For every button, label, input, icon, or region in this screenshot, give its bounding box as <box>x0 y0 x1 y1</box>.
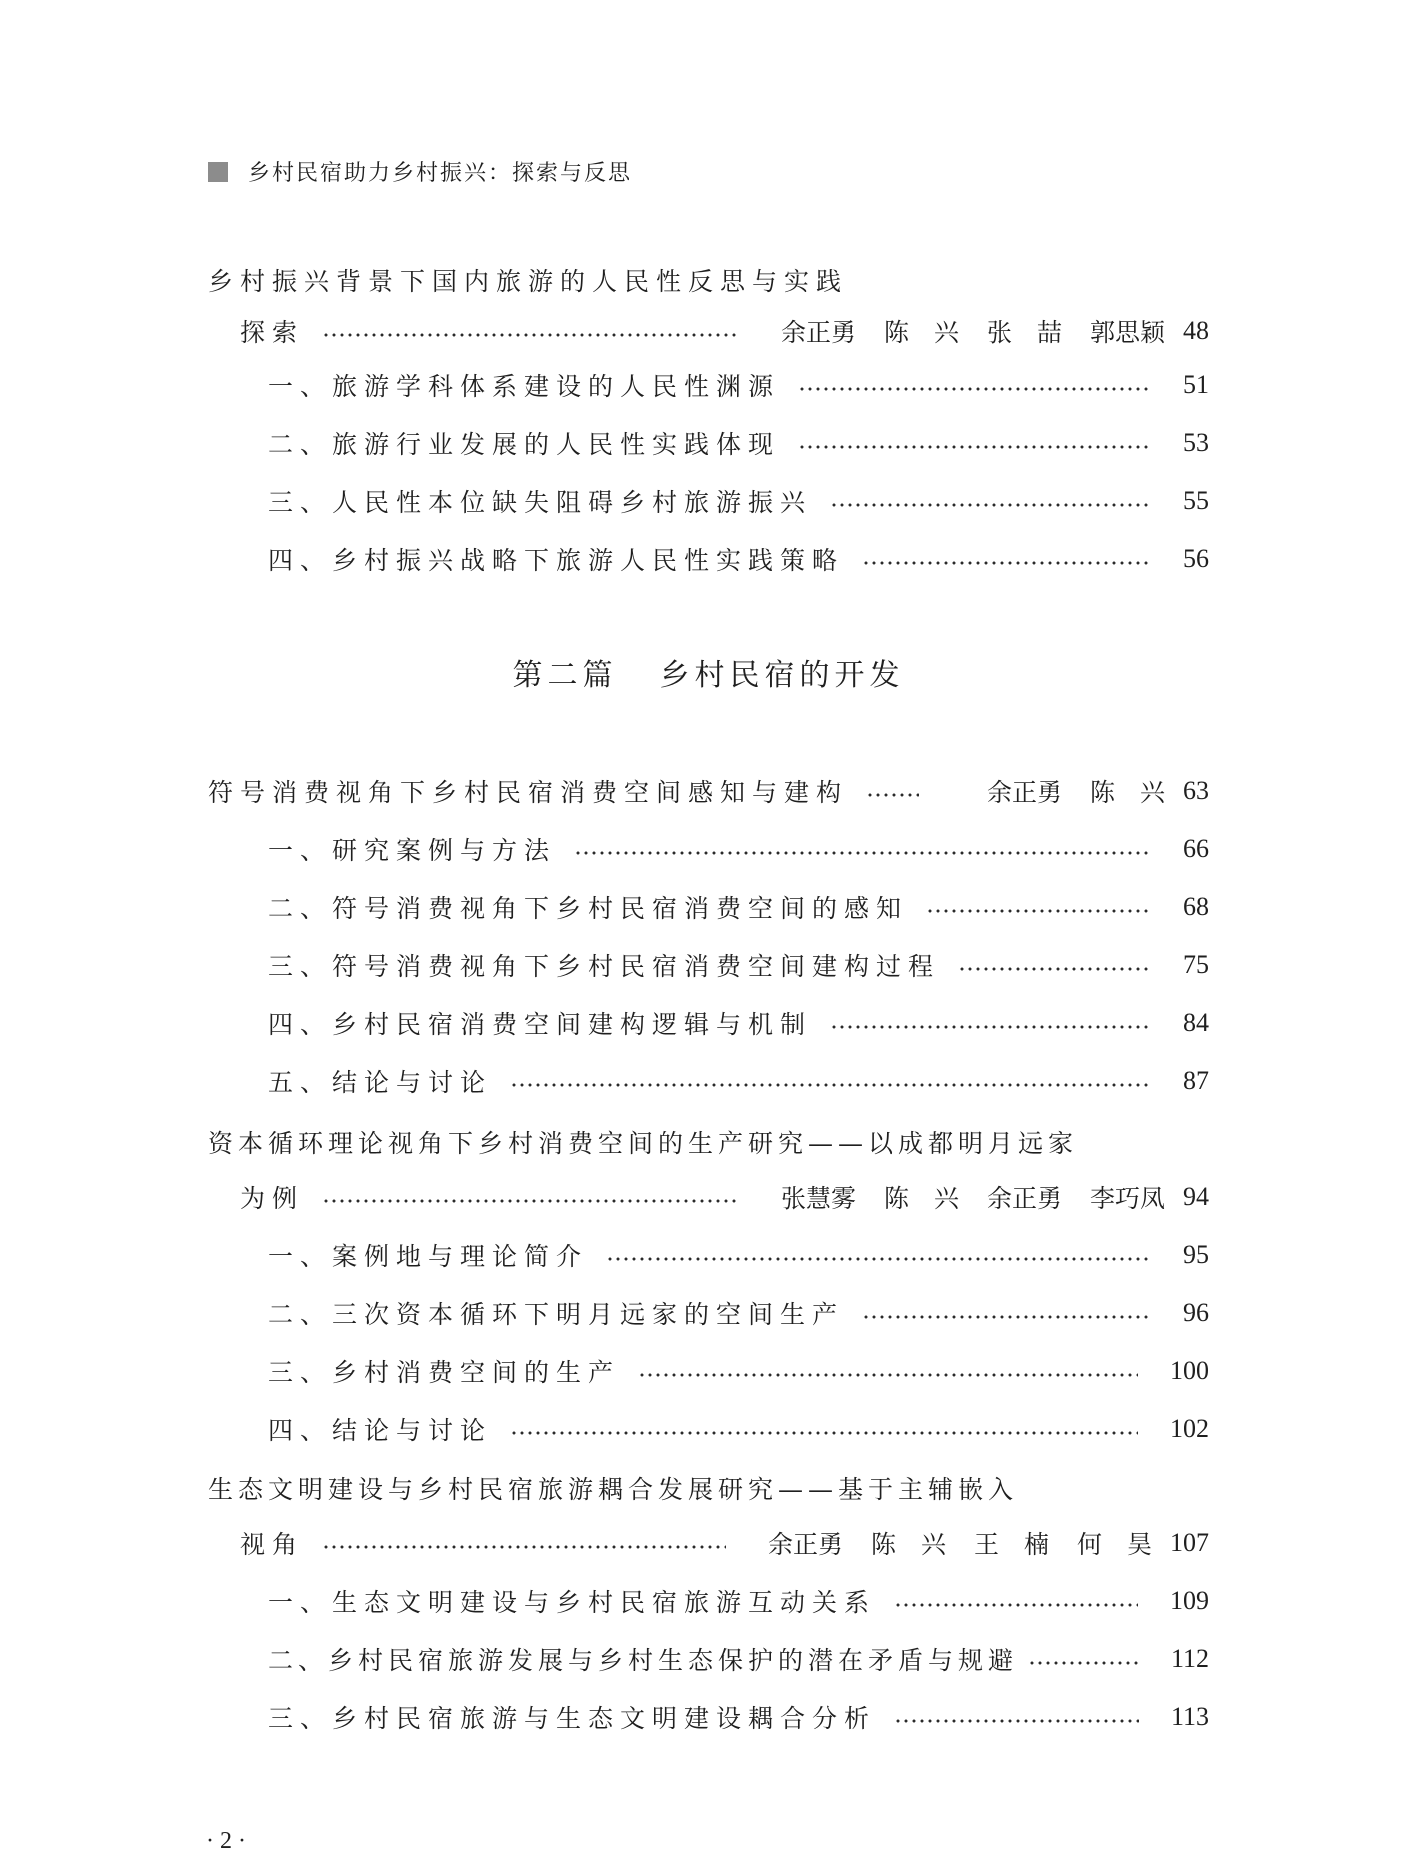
toc-subentry[interactable] <box>268 830 1209 868</box>
author: 余正勇 <box>780 318 856 347</box>
toc-subentry[interactable] <box>268 540 1209 578</box>
section-title: 二、旅游行业发展的人民性实践体现 <box>268 430 781 459</box>
leader-dots <box>798 387 1151 391</box>
section-title: 四、乡村民宿消费空间建构逻辑与机制 <box>268 1010 813 1039</box>
toc-entry[interactable] <box>240 1524 1209 1562</box>
section-title: 二、乡村民宿旅游发展与乡村生态保护的潜在矛盾与规避 <box>268 1646 1019 1675</box>
page-number: 96 <box>1183 1298 1209 1327</box>
toc-subentry[interactable] <box>268 1062 1209 1100</box>
page-number: 68 <box>1183 892 1209 921</box>
section-title: 三、乡村民宿旅游与生态文明建设耦合分析 <box>268 1704 877 1733</box>
author: 张慧雾 <box>780 1184 856 1213</box>
part-name: 乡村民宿的开发 <box>659 658 905 693</box>
leader-dots <box>862 1315 1151 1319</box>
leader-dots <box>510 1431 1138 1435</box>
leader-dots <box>830 503 1151 507</box>
toc-subentry[interactable] <box>268 366 1209 404</box>
toc-subentry[interactable] <box>268 1294 1209 1332</box>
section-title: 四、乡村振兴战略下旅游人民性实践策略 <box>268 546 845 575</box>
toc-subentry[interactable] <box>268 1352 1209 1390</box>
toc-entry[interactable] <box>240 312 1209 350</box>
section-title: 四、结论与讨论 <box>268 1416 493 1445</box>
leader-dots <box>926 909 1151 913</box>
page-folio: · 2 · <box>206 1828 246 1854</box>
author: 张 喆 <box>986 318 1062 347</box>
toc-subentry[interactable] <box>268 1410 1209 1448</box>
leader-dots <box>958 967 1151 971</box>
leader-dots <box>322 1199 739 1203</box>
section-title: 一、案例地与理论简介 <box>268 1242 589 1271</box>
page-number: 95 <box>1183 1240 1209 1269</box>
header-square-icon <box>208 162 228 182</box>
toc-subentry[interactable] <box>268 482 1209 520</box>
section-title: 二、三次资本循环下明月远家的空间生产 <box>268 1300 845 1329</box>
section-title: 三、符号消费视角下乡村民宿消费空间建构过程 <box>268 952 941 981</box>
leader-dots <box>574 851 1151 855</box>
leader-dots <box>1028 1661 1139 1665</box>
leader-dots <box>638 1373 1138 1377</box>
page-number: 102 <box>1170 1414 1209 1443</box>
leader-dots <box>322 1545 726 1549</box>
running-header <box>208 156 632 187</box>
author: 陈 兴 <box>1089 778 1165 807</box>
author: 陈 兴 <box>883 1184 959 1213</box>
toc-entry[interactable] <box>208 772 1209 810</box>
section-title: 一、生态文明建设与乡村民宿旅游互动关系 <box>268 1588 877 1617</box>
leader-dots <box>798 445 1151 449</box>
page-number: 112 <box>1170 1644 1209 1673</box>
page-number: 48 <box>1183 316 1209 345</box>
article-title-cont: 探索 <box>240 318 305 347</box>
author: 余正勇 <box>986 1184 1062 1213</box>
section-title: 三、乡村消费空间的生产 <box>268 1358 621 1387</box>
page-number: 100 <box>1170 1356 1209 1385</box>
authors <box>959 773 1165 809</box>
article-title-cont: 为例 <box>240 1184 305 1213</box>
section-title: 一、研究案例与方法 <box>268 836 557 865</box>
author: 王 楠 <box>973 1530 1049 1559</box>
leader-dots <box>510 1083 1151 1087</box>
section-title: 二、符号消费视角下乡村民宿消费空间的感知 <box>268 894 909 923</box>
page-number: 75 <box>1183 950 1209 979</box>
author: 陈 兴 <box>870 1530 946 1559</box>
header-title: 乡村民宿助力乡村振兴：探索与反思 <box>248 161 633 186</box>
page-number: 63 <box>1183 776 1209 805</box>
article-title-line: 生态文明建设与乡村民宿旅游耦合发展研究——基于主辅嵌入 <box>208 1475 1019 1504</box>
section-title: 五、结论与讨论 <box>268 1068 493 1097</box>
toc-subentry[interactable] <box>268 1698 1209 1736</box>
toc-subentry[interactable] <box>268 424 1209 462</box>
leader-dots <box>862 561 1151 565</box>
toc-subentry[interactable] <box>268 946 1209 984</box>
article-title-line: 乡村振兴背景下国内旅游的人民性反思与实践 <box>208 267 849 296</box>
page-number: 109 <box>1170 1586 1209 1615</box>
toc-subentry[interactable] <box>268 1582 1209 1620</box>
author: 余正勇 <box>986 778 1062 807</box>
toc-subentry[interactable] <box>268 1004 1209 1042</box>
author: 李巧凤 <box>1089 1184 1165 1213</box>
page-number: 113 <box>1170 1702 1209 1731</box>
page-number: 56 <box>1183 544 1209 573</box>
authors <box>753 1179 1165 1215</box>
section-title: 三、人民性本位缺失阻碍乡村旅游振兴 <box>268 488 813 517</box>
part-heading <box>0 650 1417 694</box>
leader-dots <box>894 1719 1139 1723</box>
authors <box>753 313 1165 349</box>
author: 郭思颖 <box>1089 318 1165 347</box>
leader-dots <box>866 793 919 797</box>
section-title: 一、旅游学科体系建设的人民性渊源 <box>268 372 781 401</box>
leader-dots <box>830 1025 1151 1029</box>
leader-dots <box>894 1603 1138 1607</box>
article-title: 符号消费视角下乡村民宿消费空间感知与建构 <box>208 778 849 807</box>
page-number: 87 <box>1183 1066 1209 1095</box>
toc-subentry[interactable] <box>268 888 1209 926</box>
leader-dots <box>606 1257 1151 1261</box>
toc-subentry[interactable] <box>268 1640 1209 1678</box>
page-number: 53 <box>1183 428 1209 457</box>
page-number: 94 <box>1183 1182 1209 1211</box>
part-number: 第二篇 <box>512 658 618 693</box>
author: 何 昊 <box>1076 1530 1152 1559</box>
page-number: 55 <box>1183 486 1209 515</box>
page-number: 51 <box>1183 370 1209 399</box>
leader-dots <box>322 333 739 337</box>
article-title-line: 资本循环理论视角下乡村消费空间的生产研究——以成都明月远家 <box>208 1129 1079 1158</box>
author: 陈 兴 <box>883 318 959 347</box>
toc-subentry[interactable] <box>268 1236 1209 1274</box>
page-number: 66 <box>1183 834 1209 863</box>
article-title-cont: 视角 <box>240 1530 305 1559</box>
authors <box>740 1525 1152 1561</box>
toc-entry[interactable] <box>240 1178 1209 1216</box>
page-number: 107 <box>1170 1528 1209 1557</box>
page-number: 84 <box>1183 1008 1209 1037</box>
author: 余正勇 <box>767 1530 843 1559</box>
